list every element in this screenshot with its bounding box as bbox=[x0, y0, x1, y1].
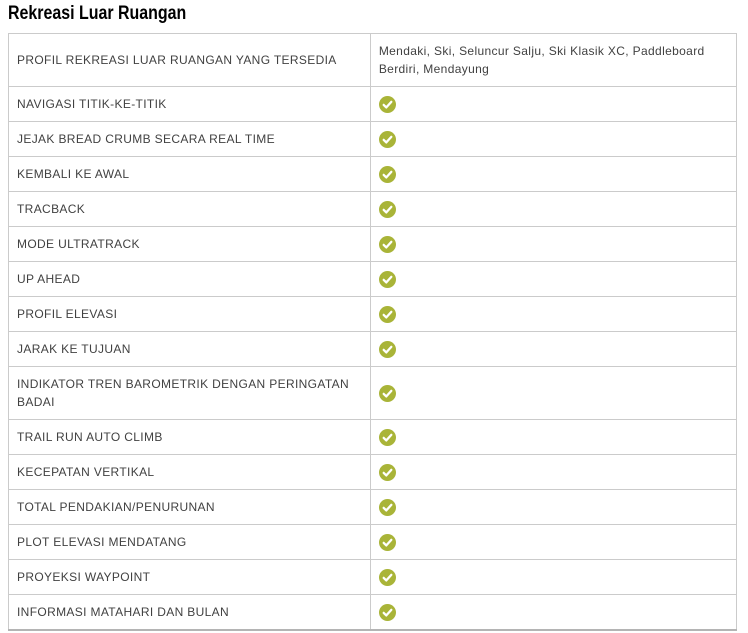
feature-value bbox=[370, 490, 736, 525]
feature-value bbox=[370, 560, 736, 595]
table-row bbox=[9, 595, 737, 631]
check-icon bbox=[379, 166, 396, 183]
check-icon bbox=[379, 271, 396, 288]
feature-value: Mendaki, Ski, Seluncur Salju, Ski Klasik XC, Paddleboard Berdiri, Mendayung bbox=[370, 34, 736, 87]
check-icon bbox=[379, 429, 396, 446]
table-row bbox=[9, 420, 737, 455]
feature-value bbox=[370, 122, 736, 157]
feature-label: NAVIGASI TITIK-KE-TITIK bbox=[9, 87, 371, 122]
feature-label: PLOT ELEVASI MENDATANG bbox=[9, 525, 371, 560]
check-icon bbox=[379, 201, 396, 218]
page-title: Rekreasi Luar Ruangan bbox=[8, 3, 187, 24]
feature-value bbox=[370, 367, 736, 420]
table-row bbox=[9, 332, 737, 367]
check-icon bbox=[379, 96, 396, 113]
check-icon bbox=[379, 604, 396, 621]
check-icon bbox=[379, 236, 396, 253]
feature-value bbox=[370, 420, 736, 455]
table-row bbox=[9, 227, 737, 262]
table-row bbox=[9, 157, 737, 192]
check-icon bbox=[379, 464, 396, 481]
table-row bbox=[9, 34, 737, 87]
feature-label: PROYEKSI WAYPOINT bbox=[9, 560, 371, 595]
table-row bbox=[9, 262, 737, 297]
feature-label: UP AHEAD bbox=[9, 262, 371, 297]
feature-label: INFORMASI MATAHARI DAN BULAN bbox=[9, 595, 371, 631]
feature-label: PROFIL ELEVASI bbox=[9, 297, 371, 332]
feature-label: TRACBACK bbox=[9, 192, 371, 227]
feature-label: PROFIL REKREASI LUAR RUANGAN YANG TERSEDIA bbox=[9, 34, 371, 87]
feature-value bbox=[370, 455, 736, 490]
check-icon bbox=[379, 569, 396, 586]
table-row bbox=[9, 455, 737, 490]
table-row bbox=[9, 297, 737, 332]
feature-label: KECEPATAN VERTIKAL bbox=[9, 455, 371, 490]
feature-value bbox=[370, 227, 736, 262]
feature-table bbox=[8, 33, 737, 631]
feature-value bbox=[370, 192, 736, 227]
table-row bbox=[9, 87, 737, 122]
table-row bbox=[9, 490, 737, 525]
check-icon bbox=[379, 341, 396, 358]
table-row bbox=[9, 560, 737, 595]
feature-label: JARAK KE TUJUAN bbox=[9, 332, 371, 367]
table-row bbox=[9, 122, 737, 157]
feature-value bbox=[370, 87, 736, 122]
feature-value bbox=[370, 262, 736, 297]
table-row bbox=[9, 192, 737, 227]
feature-label: JEJAK BREAD CRUMB SECARA REAL TIME bbox=[9, 122, 371, 157]
check-icon bbox=[379, 385, 396, 402]
feature-label: TOTAL PENDAKIAN/PENURUNAN bbox=[9, 490, 371, 525]
feature-label: TRAIL RUN AUTO CLIMB bbox=[9, 420, 371, 455]
feature-value bbox=[370, 297, 736, 332]
feature-value bbox=[370, 332, 736, 367]
feature-label: KEMBALI KE AWAL bbox=[9, 157, 371, 192]
feature-value bbox=[370, 157, 736, 192]
feature-value bbox=[370, 595, 736, 631]
check-icon bbox=[379, 499, 396, 516]
feature-label: INDIKATOR TREN BAROMETRIK DENGAN PERINGATAN BADAI bbox=[9, 367, 371, 420]
check-icon bbox=[379, 534, 396, 551]
check-icon bbox=[379, 131, 396, 148]
feature-value bbox=[370, 525, 736, 560]
check-icon bbox=[379, 306, 396, 323]
feature-table-body bbox=[9, 34, 737, 631]
feature-label: MODE ULTRATRACK bbox=[9, 227, 371, 262]
table-row bbox=[9, 525, 737, 560]
table-row bbox=[9, 367, 737, 420]
